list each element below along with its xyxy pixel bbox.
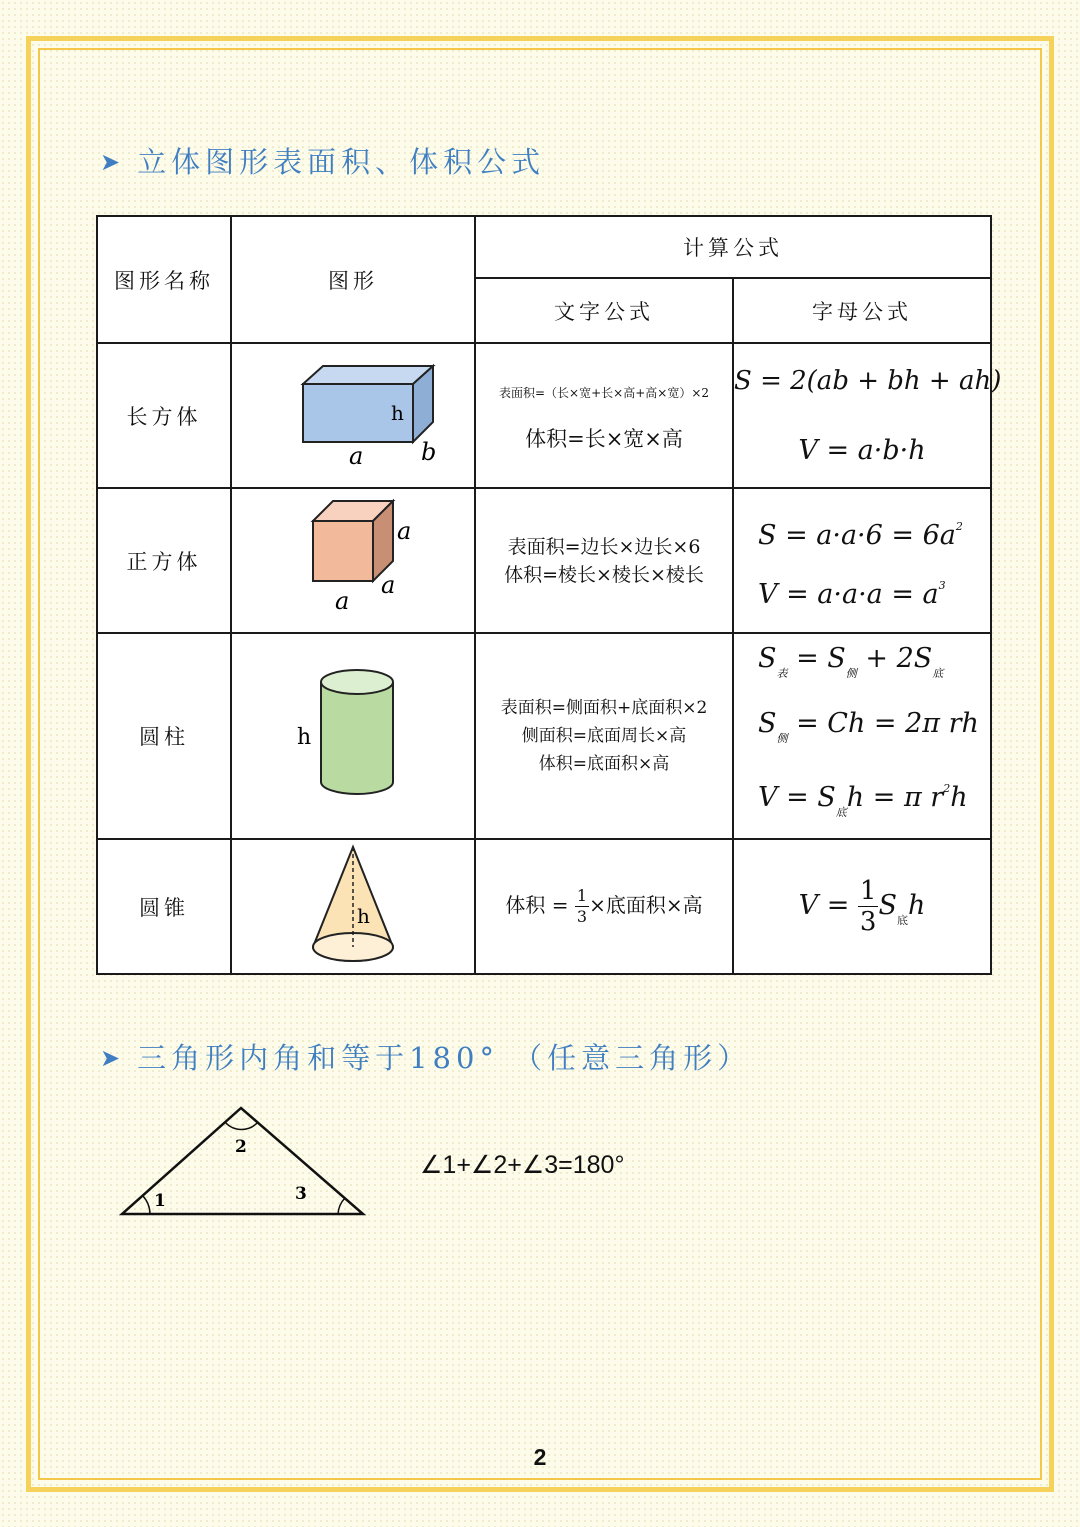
angle-label-2: 2	[235, 1137, 247, 1157]
section-title-triangle	[100, 1036, 751, 1077]
formula-line: $S_表 = S_侧 + 2S_底$	[758, 643, 944, 680]
table-row-cone	[97, 839, 991, 974]
cuboid-label-h: h	[391, 400, 404, 425]
arrow-bullet-icon: ➤	[100, 148, 126, 176]
shape-name: 长方体	[97, 343, 231, 488]
formula-line: 表面积=边长×边长×6	[507, 535, 701, 558]
cube-figure	[231, 488, 475, 633]
shape-name: 正方体	[97, 488, 231, 633]
text-formula-cube	[475, 488, 733, 633]
text-formula-cylinder	[475, 633, 733, 839]
cuboid-figure	[231, 343, 475, 488]
angle-label-1: 1	[154, 1191, 166, 1211]
section-title-text: 立体图形表面积、体积公式	[137, 145, 546, 179]
cuboid-label-a: a	[349, 441, 364, 470]
table-row-cuboid	[97, 343, 991, 488]
formula-line: 体积=底面积×高	[538, 754, 670, 774]
header-name: 图形名称	[97, 216, 231, 343]
triangle-diagram	[112, 1100, 372, 1225]
header-text-formula: 文字公式	[475, 278, 733, 343]
letter-formula-cylinder	[733, 633, 991, 839]
header-figure: 图形	[231, 216, 475, 343]
shape-name: 圆锥	[97, 839, 231, 974]
cube-label-a: a	[335, 586, 350, 615]
formula-line: $V = S_底h = \pi$ $r^2h$	[758, 782, 968, 819]
table-row-cylinder	[97, 633, 991, 839]
fraction-one-third: $\frac{1}{3}$	[576, 886, 588, 926]
formula-line: V = a·b·h	[798, 434, 926, 466]
formula-line: 体积=棱长×棱长×棱长	[504, 563, 704, 586]
angle-sum-formula: ∠1+∠2+∠3=180°	[420, 1151, 625, 1179]
fraction-one-third: $\frac{1}{3}$	[859, 876, 877, 937]
cube-icon	[283, 499, 423, 619]
text-formula-cone: 体积 = $\frac{1}{3}$ ×底面积×高	[475, 839, 733, 974]
formula-line: S = 2(ab + bh + ah)	[734, 365, 1002, 396]
formula-line: $V = a\cdot a\cdot a = a^3$	[758, 578, 946, 610]
letter-formula-cone: V = $\frac{1}{3}$ $S_底h$	[733, 839, 991, 974]
formula-line: 侧面积=底面周长×高	[521, 726, 687, 746]
formula-line: 表面积=（长×宽+长×高+高×宽）×2	[498, 385, 710, 400]
angle-label-3: 3	[295, 1184, 307, 1204]
arrow-bullet-icon: ➤	[100, 1044, 126, 1072]
formula-line: $S_侧 = Ch = 2\pi$ rh	[758, 708, 979, 745]
cylinder-label-h: h	[297, 725, 312, 750]
cylinder-icon	[273, 664, 433, 804]
page-number: 2	[533, 1444, 547, 1470]
header-letter-formula: 字母公式	[733, 278, 991, 343]
cuboid-icon	[273, 354, 437, 474]
table-row-cube	[97, 488, 991, 633]
cube-label-a: a	[381, 570, 396, 599]
formula-line: $S = a\cdot a\cdot 6 = 6a^2$	[758, 519, 963, 551]
formula-table	[96, 215, 1002, 975]
cone-label-h: h	[357, 903, 370, 928]
formula-line: 体积=长×宽×高	[525, 426, 683, 451]
cuboid-label-b: b	[421, 437, 437, 466]
section-title-solids	[100, 140, 545, 181]
letter-formula-cuboid	[733, 343, 1002, 488]
cylinder-figure	[231, 633, 475, 839]
table-header-row	[97, 216, 991, 278]
cone-icon	[273, 841, 433, 969]
section-title-text: 三角形内角和等于180° （任意三角形）	[137, 1041, 752, 1075]
header-formula: 计算公式	[475, 216, 991, 278]
formula-line: 表面积=侧面积+底面积×2	[500, 698, 708, 718]
text-formula-cuboid	[475, 343, 733, 488]
cube-label-a: a	[397, 516, 412, 545]
cone-figure	[231, 839, 475, 974]
shape-name: 圆柱	[97, 633, 231, 839]
letter-formula-cube	[733, 488, 991, 633]
